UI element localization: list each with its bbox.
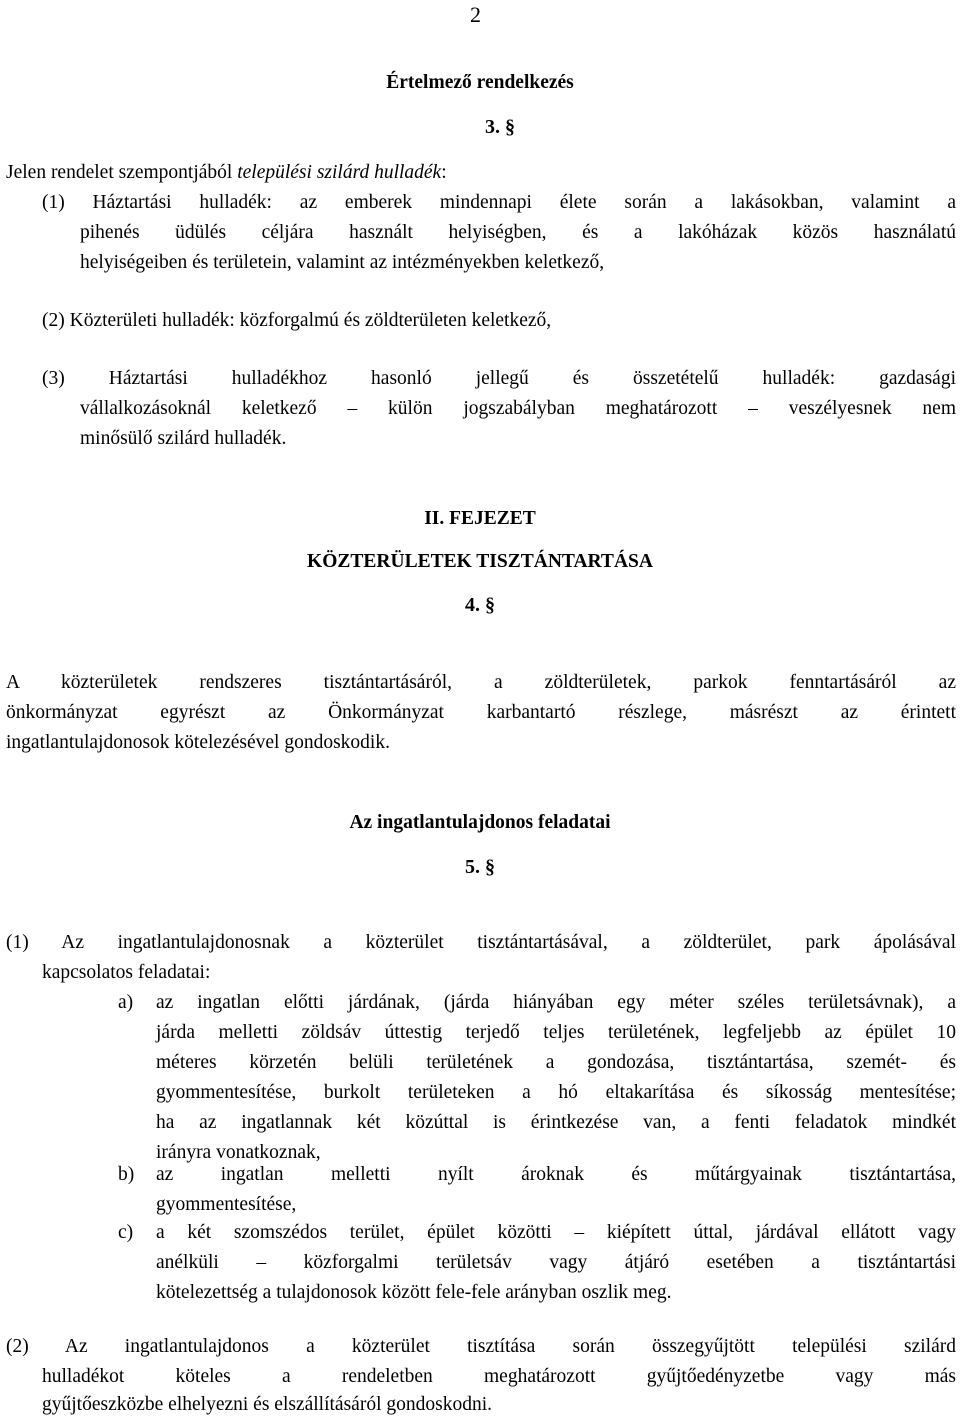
item-b-line-1: az ingatlan melletti nyílt ároknak és műtárgyainak tisztántartása, [156, 1164, 956, 1185]
list-marker-c: c) [118, 1222, 134, 1243]
para-3-line-2: vállalkozásoknál keletkező – külön jogszabályban meghatározott – veszélyesnek nem [80, 398, 956, 419]
para-3-line-3: minősülő szilárd hulladék. [80, 428, 287, 449]
item-c-line-2: anélküli – közforgalmi területsáv vagy átjáró esetében a tisztántartási [156, 1252, 956, 1273]
item-a-line-1: az ingatlan előtti járdának, (járda hiányában egy méter széles területsávnak), a [156, 992, 956, 1013]
item-c-line-1: a két szomszédos terület, épület közötti – kiépített úttal, járdával ellátott vagy [156, 1222, 956, 1243]
page-number: 2 [470, 2, 481, 27]
chapter-text-line-3: ingatlantulajdonosok kötelezésével gondoskodik. [6, 732, 390, 753]
section-number-4: 4. § [465, 594, 495, 616]
owner-para-1-line-2: kapcsolatos feladatai: [42, 962, 211, 983]
list-marker-a: a) [118, 992, 134, 1013]
para-1-line-1: (1) Háztartási hulladék: az emberek mindennapi élete során a lakásokban, valamint a [42, 192, 956, 213]
owner-para-1-line-1: (1) Az ingatlantulajdonosnak a közterület tisztántartásával, a zöldterület, park ápolásával [6, 932, 956, 953]
item-a-line-2: járda melletti zöldsáv úttestig terjedő teljes területének, legfeljebb az épület 10 [156, 1022, 956, 1043]
item-a-line-5: ha az ingatlannak két közúttal is érintkezése van, a fenti feladatok mindkét [156, 1112, 956, 1133]
item-c-line-3: kötelezettség a tulajdonosok között fele-fele arányban oszlik meg. [156, 1282, 672, 1303]
para-1-line-2: pihenés üdülés céljára használt helyiségben, és a lakóházak közös használatú [80, 222, 956, 243]
intro-line [6, 158, 447, 188]
chapter-title: II. FEJEZET [424, 508, 536, 529]
owner-para-2-line-1: (2) Az ingatlantulajdonos a közterület tisztítása során összegyűjtött települési szilárd [6, 1336, 956, 1357]
item-a-line-6: irányra vonatkoznak, [156, 1142, 321, 1163]
para-1-line-3: helyiségeiben és területein, valamint az intézményekben keletkező, [80, 252, 605, 273]
item-a-line-4: gyommentesítése, burkolt területeken a hó eltakarítása és síkosság mentesítése; [156, 1082, 956, 1103]
para-2: (2) Közterületi hulladék: közforgalmú és zöldterületen keletkező, [42, 310, 552, 331]
owner-para-2-line-3: gyűjtőeszközbe elhelyezni és elszállításáról gondoskodni. [42, 1394, 492, 1415]
list-marker-b: b) [118, 1164, 135, 1185]
chapter-text-line-1: A közterületek rendszeres tisztántartásáról, a zöldterületek, parkok fenntartásáról az [6, 672, 956, 693]
section-heading-owner-duties: Az ingatlantulajdonos feladatai [349, 812, 611, 833]
owner-para-2-line-2: hulladékot köteles a rendeletben meghatározott gyűjtőedényzetbe vagy más [42, 1366, 956, 1387]
chapter-text-line-2: önkormányzat egyrészt az Önkormányzat karbantartó részlege, másrészt az érintett [6, 702, 956, 723]
item-a-line-3: méteres körzetén belüli területének a gondozása, tisztántartása, szemét- és [156, 1052, 956, 1073]
para-3-line-1: (3) Háztartási hulladékhoz hasonló jellegű és összetételű hulladék: gazdasági [42, 368, 956, 389]
section-number-3: 3. § [485, 116, 515, 138]
chapter-subtitle: KÖZTERÜLETEK TISZTÁNTARTÁSA [307, 551, 653, 572]
section-heading-interpretation: Értelmező rendelkezés [386, 72, 574, 93]
section-number-5: 5. § [465, 856, 495, 878]
intro-prefix: Jelen rendelet szempontjából [6, 162, 238, 183]
item-b-line-2: gyommentesítése, [156, 1194, 297, 1215]
intro-term: települési szilárd hulladék [237, 162, 442, 183]
intro-suffix: : [441, 162, 447, 183]
